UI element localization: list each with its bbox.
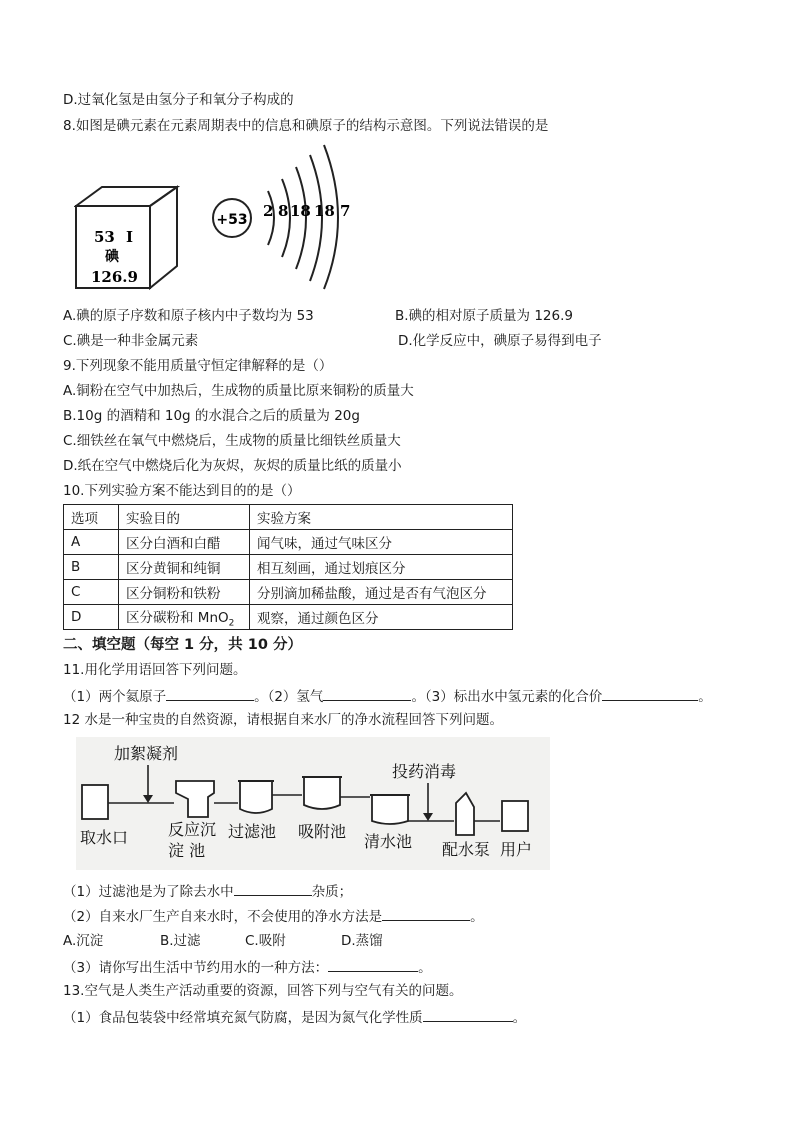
answer-blank[interactable] [323, 686, 411, 701]
nucleus-charge: +53 [216, 212, 248, 228]
shell-2-electrons: 8 [278, 202, 289, 220]
mno2-subscript: 2 [228, 618, 235, 629]
element-name: 碘 [105, 249, 119, 265]
table-cell: B [64, 555, 119, 580]
shell-3-electrons: 18 [290, 202, 311, 220]
answer-blank[interactable] [234, 881, 312, 896]
answer-blank[interactable] [328, 957, 418, 972]
q12-sub3-text: （3）请你写出生活中节约用水的一种方法： [63, 960, 329, 976]
q8-option-a: A.碘的原子序数和原子核内中子数均为 53 [63, 308, 314, 324]
filter-label: 过滤池 [228, 822, 277, 841]
clear-label: 清水池 [364, 832, 413, 851]
element-symbol: I [126, 228, 134, 246]
table-cell [119, 605, 250, 630]
q8-option-c: C.碘是一种非金属元素 [63, 333, 199, 349]
q9-option-d: D.纸在空气中燃烧后化为灰烬，灰烬的质量比纸的质量小 [63, 458, 402, 474]
reaction-label-line1: 反应沉 [168, 820, 217, 839]
q9-option-c: C.细铁丝在氧气中燃烧后，生成物的质量比细铁丝质量大 [63, 433, 401, 449]
table-row [64, 530, 513, 555]
user-label: 用户 [500, 840, 533, 859]
q11-parts [63, 686, 712, 706]
element-mass: 126.9 [91, 268, 138, 286]
answer-blank[interactable] [423, 1007, 513, 1022]
q12-stem: 12 水是一种宝贵的自然资源，请根据自来水厂的净水流程回答下列问题。 [63, 712, 503, 728]
q8-option-b: B.碘的相对原子质量为 126.9 [395, 308, 573, 324]
table-header-cell: 实验目的 [119, 505, 250, 530]
q8-option-d: D.化学反应中，碘原子易得到电子 [398, 333, 602, 349]
answer-blank[interactable] [166, 686, 254, 701]
disinfect-label: 投药消毒 [392, 762, 457, 781]
q13-sub1 [63, 1007, 526, 1027]
q10-stem: 10.下列实验方案不能达到目的的是（） [63, 483, 301, 499]
element-atomic-number: 53 [94, 228, 115, 246]
q12-option-c: C.吸附 [245, 933, 286, 949]
table-row [64, 580, 513, 605]
q13-stem: 13.空气是人类生产活动重要的资源，回答下列与空气有关的问题。 [63, 983, 463, 999]
answer-blank[interactable] [382, 906, 470, 921]
adsorption-tank [304, 777, 340, 809]
iodine-element-card [74, 184, 180, 292]
q12-sub1-pre: （1）过滤池是为了除去水中 [63, 884, 234, 900]
user-box [502, 801, 528, 831]
intake-box [82, 785, 108, 819]
table-cell: 观察，通过颜色区分 [250, 605, 513, 630]
q10-table [63, 504, 513, 630]
table-cell: 相互刻画，通过划痕区分 [250, 555, 513, 580]
q12-sub1-post: 杂质； [311, 884, 353, 900]
table-cell: 分别滴加稀盐酸，通过是否有气泡区分 [250, 580, 513, 605]
q12-option-b: B.过滤 [160, 933, 201, 949]
table-cell: 闻气味，通过气味区分 [250, 530, 513, 555]
reaction-label-line2: 淀 池 [168, 841, 206, 860]
q9-stem: 9.下列现象不能用质量守恒定律解释的是（） [63, 358, 333, 374]
q12-option-d: D.蒸馏 [341, 933, 383, 949]
q13-sub1-end: 。 [512, 1010, 527, 1026]
q8-stem: 8.如图是碘元素在元素周期表中的信息和碘原子的结构示意图。下列说法错误的是 [63, 118, 549, 134]
table-cell: D [64, 605, 119, 630]
adsorb-label: 吸附池 [298, 822, 347, 841]
water-treatment-flow [76, 737, 550, 870]
q11-stem: 11.用化学用语回答下列问题。 [63, 662, 247, 678]
q12-sub2-end: 。 [470, 909, 484, 925]
shell-1-electrons: 2 [263, 202, 274, 220]
table-cell: 区分黄铜和纯铜 [119, 555, 250, 580]
table-cell: A [64, 530, 119, 555]
table-row [64, 605, 513, 630]
q11-part2: 。（2）氢气 [254, 689, 324, 705]
pump-label: 配水泵 [442, 840, 491, 859]
q12-sub2 [63, 906, 484, 926]
table-cell: 区分白酒和白醋 [119, 530, 250, 555]
shell-5-electrons: 7 [340, 202, 351, 220]
q12-sub1 [63, 881, 352, 901]
table-cell: 区分铜粉和铁粉 [119, 580, 250, 605]
q9-option-b: B.10g 的酒精和 10g 的水混合之后的质量为 20g [63, 408, 360, 424]
table-cell: C [64, 580, 119, 605]
clear-water-tank [372, 795, 408, 824]
table-header-row [64, 505, 513, 530]
q12-sub3-end: 。 [418, 960, 432, 976]
q11-part3: 。（3）标出水中氢元素的化合价 [411, 689, 603, 705]
iodine-atom-structure [210, 143, 360, 291]
table-header-cell: 实验方案 [250, 505, 513, 530]
q12-option-a: A.沉淀 [63, 933, 104, 949]
table-header-cell: 选项 [64, 505, 119, 530]
q7-option-d: D.过氧化氢是由氢分子和氧分子构成的 [63, 92, 294, 108]
coagulant-label: 加絮凝剂 [114, 744, 179, 763]
section-title: 二、填空题（每空 1 分，共 10 分） [63, 637, 302, 653]
answer-blank[interactable] [602, 686, 698, 701]
q9-option-a: A.铜粉在空气中加热后，生成物的质量比原来铜粉的质量大 [63, 383, 414, 399]
q11-end: 。 [698, 689, 712, 705]
mno2-text: 区分碳粉和 MnO [126, 609, 229, 626]
table-row [64, 555, 513, 580]
shell-4-electrons: 18 [314, 202, 335, 220]
q12-sub3 [63, 957, 432, 977]
q11-part1: （1）两个氦原子 [63, 689, 167, 705]
intake-label: 取水口 [80, 828, 129, 847]
q13-sub1-text: （1）食品包装袋中经常填充氮气防腐，是因为氮气化学性质 [63, 1010, 423, 1026]
filter-tank [240, 781, 272, 813]
q12-sub2-text: （2）自来水厂生产自来水时，不会使用的净水方法是 [63, 909, 383, 925]
